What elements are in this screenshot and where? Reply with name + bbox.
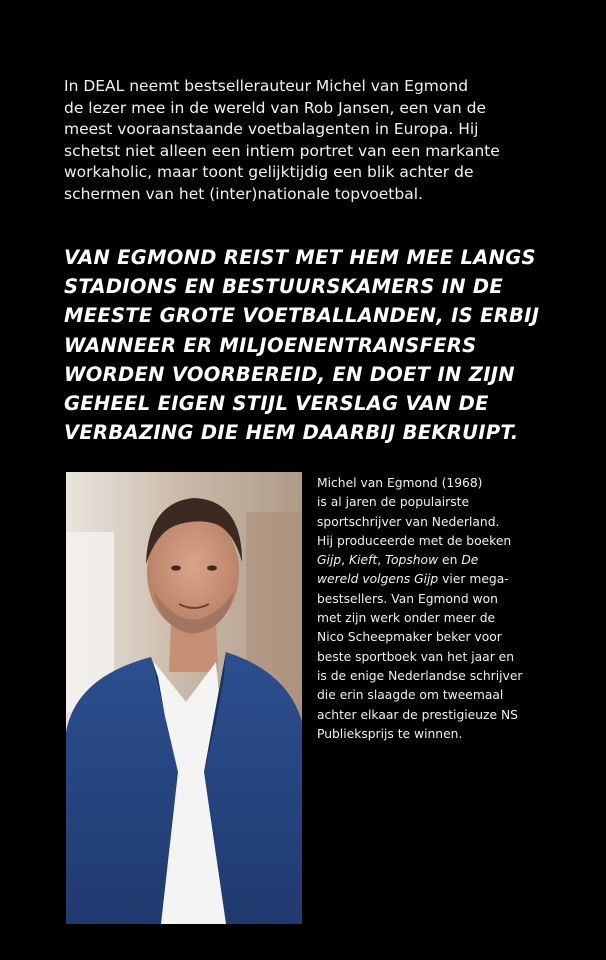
book-title: Gijp [317,553,342,568]
bio-line: sportschrijver van Nederland. [317,514,500,529]
intro-line: In DEAL neemt bestsellerauteur Michel van Egmond [64,77,469,95]
bio-line: is de enige Nederlandse schrijver [317,668,523,683]
bio-line-books [317,551,557,570]
pull-quote-line: VAN EGMOND REIST MET HEM MEE LANGS [64,246,536,269]
separator: en [438,553,462,568]
bio-line: bestsellers. Van Egmond won [317,591,498,606]
bio-text: vier mega- [438,572,509,587]
book-title: wereld volgens Gijp [317,572,439,587]
pull-quote-line: GEHEEL EIGEN STIJL VERSLAG VAN DE [64,392,489,416]
bio-line: Hij produceerde met de boeken [317,533,512,548]
separator: , [341,553,349,568]
bio-line: met zijn werk onder meer de [317,611,496,626]
bio-line: achter elkaar de prestigieuze NS [317,707,518,722]
bio-line: Publieksprijs te winnen. [317,726,463,741]
intro-line: schermen van het (inter)nationale topvoetbal. [64,184,423,203]
book-title: Kieft [349,553,378,568]
pull-quote-line: WORDEN VOORBEREID, EN DOET IN ZIJN [64,362,515,386]
pull-quote-line: WANNEER ER MILJOENENTRANSFERS [64,333,477,357]
author-portrait-illustration [66,472,302,924]
bio-line: Nico Scheepmaker beker voor [317,630,502,645]
bio-line: is al jaren de populairste [317,495,470,510]
pull-quote-line: MEESTE GROTE VOETBALLANDEN, IS ERBIJ [64,304,540,328]
intro-line: schetst niet alleen een intiem portret van een markante [64,141,500,160]
intro-line: meest vooraanstaande voetbalagenten in Europa. Hij [64,120,479,138]
pull-quote-line: VERBAZING DIE HEM DAARBIJ BEKRUIPT. [64,421,519,445]
separator: , [377,553,386,568]
bio-line: beste sportboek van het jaar en [317,649,515,664]
book-title: Topshow [385,553,439,568]
pull-quote [64,243,564,447]
author-bio [317,474,557,744]
pull-quote-line: STADIONS EN BESTUURSKAMERS IN DE [64,275,504,299]
intro-line: workaholic, maar toont gelijktijdig een blik achter de [64,163,474,181]
bio-line: die erin slaagde om tweemaal [317,688,504,703]
author-photo [66,472,302,924]
book-title: De [461,553,479,568]
intro-paragraph [64,76,564,205]
intro-line: de lezer mee in de wereld van Rob Jansen, een van de [64,98,486,117]
bio-line-books [317,570,557,589]
bio-line: Michel van Egmond (1968) [317,476,483,490]
